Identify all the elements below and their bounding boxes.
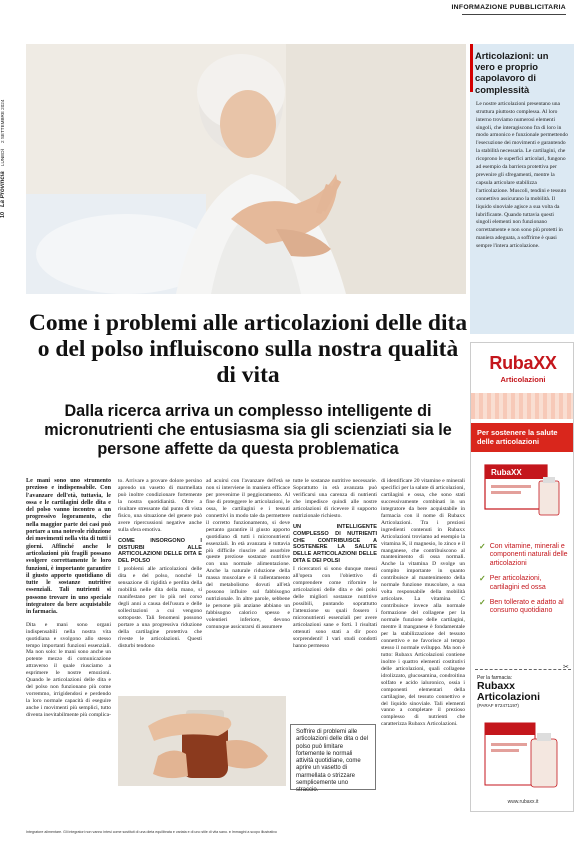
article-paragraph: ad acuirsi con l'avanzare dell'età se non si interviene in maniera efficace per prevenirne il peggioramento. Al fine di proteggere le articolazioni, le ossa, le cartilagini e i tessuti connettivi in modo tale da permettere il corretto funzionamento, si deve pertanto garantire il giusto apporto quotidiano di tutti i micronutrienti essenziali. In età avanzata è tuttavia più difficile riuscire ad assorbire queste preziose sostanze nutritive con una normale alimentazione. Anche la naturale riduzione della massa muscolare e il rallentamento del metabolismo dovuti all'età possono influire sul fabbisogno nutrizionale. In altre parole, sebbene le persone più anziane abbiano un fabbisogno calorico spesso e volentieri inferiore, devono comunque assicurarsi di assumere	[206, 478, 290, 631]
page-margin-info	[0, 20, 20, 220]
sidebox-title: Articolazioni: un vero e proprio capolavoro di complessità	[475, 50, 549, 95]
rubaxx-advertisement[interactable]	[470, 342, 574, 812]
ad-banner: Per sostenere la salute delle articolazioni	[471, 423, 574, 452]
jar-photo	[118, 696, 286, 786]
article-column-4	[293, 478, 377, 650]
article-subhead: Dalla ricerca arriva un complesso intelligente di micronutrienti che entusiasma sia gli scienziati sia le persone affette da questa problematica	[44, 402, 452, 458]
product-package-image	[481, 461, 565, 521]
issue-date: 2 SETTEMBRE 2024	[0, 100, 5, 144]
hero-photo	[26, 44, 466, 294]
photo-caption: Soffrire di problemi alle articolazioni delle dita o del polso può limitare fortemente le normali attività quotidiane, come aprire un vasetto di marmellata o strizzare semplicemente uno straccio.	[290, 724, 376, 790]
article-lead: Le mani sono uno strumento prezioso e indispensabile. Con l'avanzare dell'età, tuttavia, le ossa e le cartilagini delle dita e del polso vanno incontro a un progressivo logoramento, che nella maggior parte dei casi può portare a una notevole riduzione dei movimenti nella vita di tutti i giorni. Affinché anche le articolazioni più fragili possano svolgere correttamente le loro funzioni, è importante garantire il giusto apporto quotidiano di tutte le sostanze nutritive essenziali. Tali nutrienti si possono trovare in uno speciale integratore da bere acquistabile in farmacia.	[26, 478, 111, 616]
ad-brand-logo: RubaXX	[489, 353, 557, 373]
scissors-icon: ✂	[563, 663, 569, 671]
article-column-2	[118, 478, 202, 650]
ad-benefit-item: ✓ Per articolazioni, cartilagini ed ossa	[479, 574, 546, 591]
product-box-image	[477, 715, 569, 795]
article-paragraph: di identificare 20 vitamine e minerali specifici per la salute di articolazioni, cartilagini e ossa, che sono stati successivamente combinati in un integratore da bere acquistabile in farmacia con il nome di Rubaxx Articolazioni. Tra i preziosi ingredienti contenuti in Rubaxx Articolazioni troviamo ad esempio la vitamina K, il magnesio, lo zinco e il manganese, che contribuiscono al mantenimento di ossa normali. Anche la vitamina D svolge un compito importante in quanto contribuisce al mantenimento della normale funzione muscolare, a sua volta responsabile della mobilità articolare. La vitamina C contribuisce invece alla normale formazione del collagene per la normale funzione delle cartilagini, mentre il manganese è fondamentale per la stabilizzazione del tessuto connettivo e ne favorisce al tempo stesso il normale sviluppo. Ma non è tutto: Rubaxx Articolazioni contiene inoltre i quattro elementi costitutivi delle articolazioni, quali collagene idrolizzato, glucosamina, condroitina solfato e acido ialuronico, ossia i componenti elementari della cartilagine, del tessuto connettivo e del liquido sinoviale. Tali elementi vanno a completare il prezioso complesso di nutrienti che caratterizza Rubaxx Articolazioni.	[381, 478, 465, 728]
header-divider	[462, 14, 566, 15]
ad-product-name: Articolazioni	[500, 375, 546, 384]
coupon-code: (PARAF 972471197)	[477, 703, 519, 708]
article-subtitle: COME INSORGONO I DISTURBI ALLE ARTICOLAZIONI DELLE DITA E DEL POLSO	[118, 537, 202, 565]
sidebox-body: Le nostre articolazioni presentano una struttura piuttosto complessa. Al loro interno troviamo numerosi elementi singoli, che interagiscono fra di loro in modo armonico e funzionale permettendo l'esecuzione dei movimenti e garantendo la stabilità necessaria. Le cartilagini, che ricoprono le superfici articolari, fungono ad esempio da barriera protettiva per prevenire gli sfregamenti, mentre la capsula articolare stabilizza l'articolazione. Muscoli, tendini e tessuto connettivo assicurano la mobilità. Il liquido sinoviale agisce a sua volta da lubrificante. Quando tuttavia questi singoli elementi non funzionano correttamente e non sono più protetti in maniera adeguata, a soffrirne è quasi sempre l'intera articolazione.	[476, 100, 568, 250]
checkmark-icon: ✓	[479, 542, 486, 551]
article-column-5	[381, 478, 465, 728]
section-header: INFORMAZIONE PUBBLICITARIA	[451, 4, 566, 11]
checkmark-icon: ✓	[479, 574, 486, 584]
article-paragraph: to. Arrivare a provare dolore persino aprendo un vasetto di marmellata può inoltre condizionare fortemente la nostra quotidianità. Oltre a risultare stressante dal punto di vista fisico, una situazione del genere può avere ripercussioni negative anche sulla sfera emotiva.	[118, 478, 202, 533]
ad-decorative-band	[471, 393, 574, 419]
article-paragraph: I ricercatori si sono dunque messi all'opera con l'obiettivo di comprendere come rifornire le articolazioni delle dita e dei polsi delle migliori sostanze nutritive possibili, puntando soprattutto l'attenzione su quali fossero i micronutrienti essenziali per avere articolazioni sane e forti. I risultati ottenuti sono stati a dir poco sorprendenti! I vari studi condotti hanno permesso	[293, 566, 377, 649]
coupon-brand: Rubaxx Articolazioni	[477, 680, 541, 703]
footnote-disclaimer: Integratore alimentare. Gli integratori non vanno intesi come sostituti di una dieta equilibrata e variata e di uno stile di vita sano. ♦ Immagini a scopo illustrativo	[26, 830, 277, 834]
article-column-1	[26, 478, 111, 719]
article-paragraph: Dita e mani sono organi indispensabili nella nostra vita quotidiana e svolgono allo stesso tempo importanti funzioni essenziali. Ma non solo: le mani sono anche un potente mezzo di comunicazione attraverso il quale riusciamo a esprimere le nostre emozioni. Quando le articolazioni delle dita e del polso non funzionano più come vorremmo, irrigidendosi e perdendo la loro normale capacità di eseguire anche i movimenti più semplici, tutto diventa inevitabilmente più complica-	[26, 621, 111, 719]
article-paragraph: I problemi alle articolazioni delle dita e del polso, nonché la sensazione di rigidità e perdita della mobilità nelle dita della mano, si manifestano per lo più nel corso degli anni a causa dell'usura e delle sollecitazioni a cui vengono sottoposte. Tali fenomeni possono portare a una progressiva riduzione della cartilagine protettiva che riveste le articolazioni. Questi disturbi tendono	[118, 566, 202, 649]
issue-day: LUNEDÌ	[0, 148, 5, 166]
package-label: RubaXX	[491, 468, 522, 477]
checkmark-icon: ✓	[479, 598, 486, 608]
article-column-3	[206, 478, 290, 631]
page-number: 10	[0, 211, 6, 218]
article-headline: Come i problemi alle articolazioni delle dita o del polso influiscono sulla nostra qualità di vita	[28, 310, 468, 388]
pharmacy-coupon[interactable]	[477, 675, 569, 709]
ad-website-link[interactable]: www.rubaxx.it	[507, 799, 539, 805]
article-subtitle: UN INTELLIGENTE COMPLESSO DI NUTRIENTI CHE CONTRIBUISCE A SOSTENERE LA SALUTE DELLE ARTICOLAZIONI DELLE DITA E DEI POLSI	[293, 523, 377, 565]
publication-name: La Provincia	[0, 170, 6, 207]
article-paragraph: tutte le sostanze nutritive necessarie. Soprattutto in età avanzata può verificarsi una carenza di nutrienti che impedisce quindi alle nostre articolazioni di ricevere il supporto nutrizionale richiesto.	[293, 478, 377, 519]
ad-benefit-item: ✓ Con vitamine, minerali e componenti naturali delle articolazioni	[479, 542, 568, 567]
ad-benefits-list	[479, 543, 571, 623]
coupon-intro: Per la farmacia:	[477, 675, 513, 681]
ad-benefit-item: ✓ Ben tollerato e adatto al consumo quotidiano	[479, 598, 564, 615]
info-sidebox	[470, 44, 574, 334]
coupon-cut-line	[475, 669, 571, 670]
